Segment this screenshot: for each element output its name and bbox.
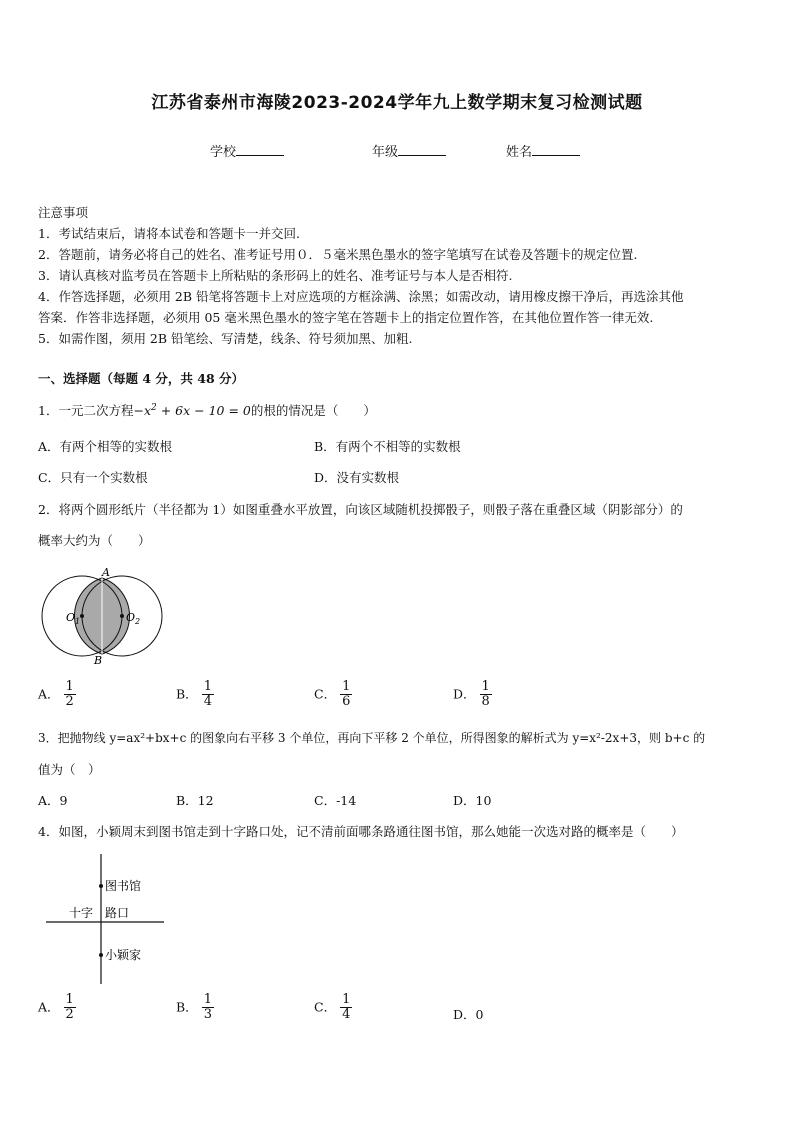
q1-suffix: 的根的情况是（ ）	[250, 403, 376, 418]
q1-option-c: C．只有一个实数根	[38, 470, 148, 485]
school-blank	[236, 143, 284, 156]
note-item: 1．考试结束后，请将本试卷和答题卡一并交回.	[38, 226, 300, 241]
grade-blank	[398, 143, 446, 156]
point-b-label: B	[94, 654, 103, 667]
library-dot	[99, 884, 103, 888]
name-label: 姓名	[506, 145, 533, 160]
q1-option-a: A．有两个相等的实数根	[38, 439, 173, 454]
q2-option-b: B． $\frac{1}{4}$	[176, 679, 212, 710]
center-o1-dot	[80, 614, 84, 618]
library-label: 图书馆	[105, 879, 142, 893]
section-heading: 一、选择题（每题 4 分，共 48 分）	[38, 371, 245, 386]
home-dot	[99, 953, 103, 957]
center-o2-dot	[120, 614, 124, 618]
q4-option-a: A． $\frac{1}{2}$	[38, 992, 74, 1023]
question-1	[38, 401, 376, 419]
note-item: 答案．作答非选择题，必须用 05 毫米黑色墨水的签字笔在答题卡上的指定位置作答，在其他位置作答一律无效.	[38, 310, 654, 325]
q3-option-b: B．12	[176, 793, 214, 808]
q4-option-c: C． $\frac{1}{4}$	[314, 992, 351, 1023]
q3-option-a: A．9	[38, 793, 68, 808]
grade-label: 年级	[372, 145, 399, 160]
q1-prefix: 1．一元二次方程	[38, 403, 134, 418]
q4-option-d: D．0	[453, 1007, 484, 1022]
question-4-line-1: 4．如图，小颖周末到图书馆走到十字路口处，记不清前面哪条路通往图书馆，那么她能一次选对路的概率是（ ）	[38, 824, 684, 839]
q1-option-d: D．没有实数根	[314, 470, 400, 485]
note-item: 3．请认真核对监考员在答题卡上所粘贴的条形码上的姓名、准考证号与本人是否相符.	[38, 268, 513, 283]
crossroad-label-right: 路口	[105, 906, 130, 920]
notes-heading: 注意事项	[38, 205, 89, 220]
name-blank	[532, 143, 580, 156]
crossroad-figure	[44, 852, 168, 988]
point-o1-label: $O_1$	[66, 611, 81, 626]
note-item: 2．答题前，请务必将自己的姓名、准考证号用０．５毫米黑色墨水的签字笔填写在试卷及答题卡的规定位置.	[38, 247, 638, 262]
crossroad-label-left: 十字	[69, 906, 94, 920]
q1-option-b: B．有两个不相等的实数根	[314, 439, 461, 454]
q2-option-c: C． $\frac{1}{6}$	[314, 679, 351, 710]
school-field	[210, 141, 284, 160]
name-field	[506, 141, 580, 160]
point-o2-label: $O_2$	[126, 611, 141, 626]
note-item: 4．作答选择题，必须用 2B 铅笔将答题卡上对应选项的方框涂满、涂黑；如需改动，请用橡皮擦干净后，再选涂其他	[38, 289, 684, 304]
q1-equation: $-x^2 + 6x - 10 = 0$	[133, 402, 251, 418]
q3-option-c: C．-14	[314, 793, 357, 808]
point-a-label: A	[102, 566, 110, 579]
school-label: 学校	[210, 145, 237, 160]
question-3-line-2: 值为（ ）	[38, 762, 101, 777]
question-2-line-2: 概率大约为（ ）	[38, 533, 151, 548]
grade-field	[372, 141, 446, 160]
q2-option-a: A． $\frac{1}{2}$	[38, 679, 74, 710]
home-label: 小颖家	[105, 948, 142, 962]
note-item: 5．如需作图，须用 2B 铅笔绘、写清楚，线条、符号须加黑、加粗.	[38, 331, 413, 346]
q3-option-d: D．10	[453, 793, 492, 808]
q2-option-d: D． $\frac{1}{8}$	[453, 679, 490, 710]
page-title: 江苏省泰州市海陵2023-2024学年九上数学期末复习检测试题	[151, 93, 643, 113]
question-2-line-1: 2．将两个圆形纸片（半径都为 1）如图重叠水平放置，向该区域随机投掷骰子，则骰子落在重叠区域（阴影部分）的	[38, 502, 683, 517]
question-3-line-1: 3．把抛物线 y=ax²+bx+c 的图象向右平移 3 个单位，再向下平移 2 个单位，所得图象的解析式为 y=x²-2x+3，则 b+c 的	[38, 731, 706, 745]
q4-option-b: B． $\frac{1}{3}$	[176, 992, 212, 1023]
overlapping-circles-figure	[36, 564, 172, 668]
